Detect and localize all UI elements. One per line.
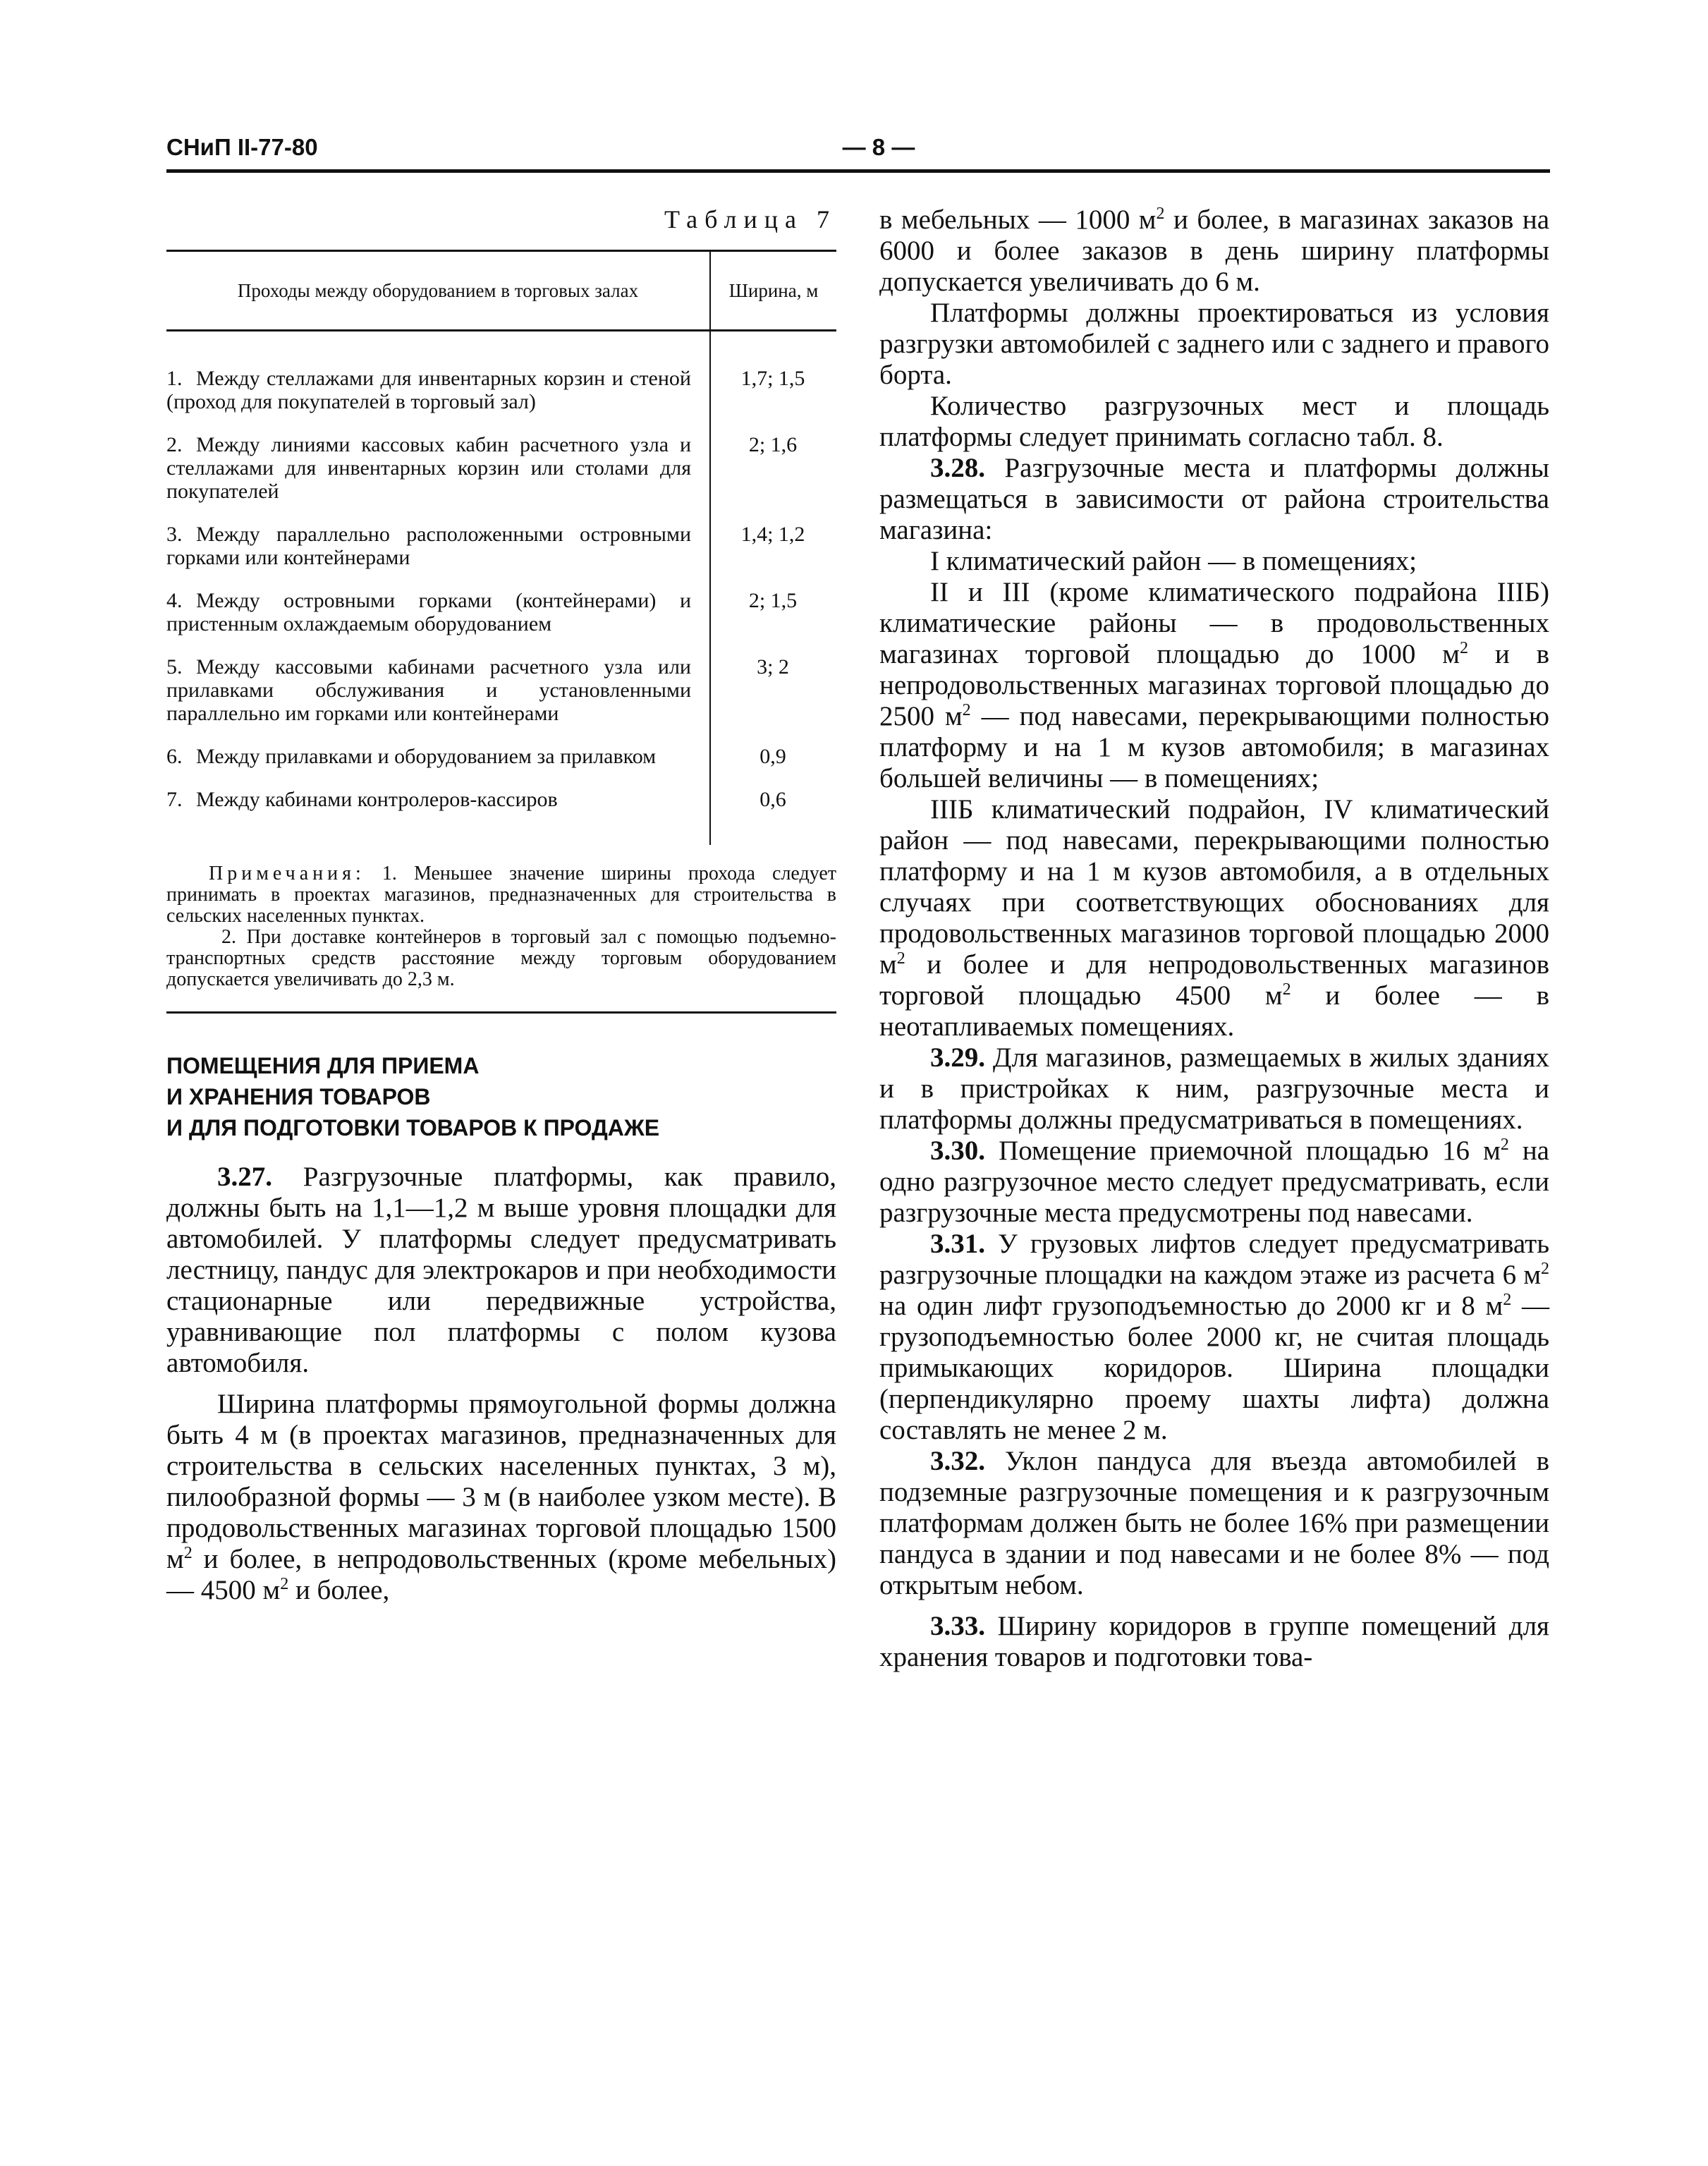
table-caption: Таблица 7 [664, 205, 836, 233]
clause-number: 3.28. [930, 453, 985, 483]
table-header-width: Ширина, м [709, 252, 836, 329]
row-width: 3; 2 [757, 655, 789, 679]
table-row [166, 635, 836, 725]
paragraph-platform-width: Ширина платформы прямоугольной формы должна быть 4 м (в проектах магазинов, предназначенных для строительства в сельских населенных пунктах, 3 м), пилообразной формы — 3 м (в наиболее узком месте). В продовольственных магазинах торговой площадью 1500 $м^2$ и более, в непродовольственных (кроме мебельных) — 4500 $м^2$ и более, [166, 1389, 836, 1605]
note-2: 2. При доставке контейнеров в торговый зал с помощью подъемно-транспортных средств расстояние между торговым оборудованием допускается увеличивать до 2,3 м. [166, 926, 836, 990]
clause-3-29: 3.29. Для магазинов, размещаемых в жилых зданиях и в пристройках к ним, разгрузочные места и платформы должны предусматриваться в помещениях. [879, 1042, 1549, 1135]
clause-number: 3.31. [930, 1229, 985, 1259]
table-body [166, 331, 836, 845]
right-column [879, 205, 1549, 1673]
row-text: Между линиями кассовых кабин расчетного узла и стеллажами для инвентарных корзин или столами для покупателей [166, 433, 691, 503]
notes-rule [166, 1011, 836, 1014]
clause-3-32: 3.32. Уклон пандуса для въезда автомобилей в подземные разгрузочные помещения и к разгрузочным платформам должен быть не более 16% при размещении пандуса в здании и под навесами и не более 8% — под открытым небом. [879, 1446, 1549, 1600]
row-width: 1,4; 1,2 [740, 523, 805, 546]
clause-3-28: 3.28. Разгрузочные места и платформы должны размещаться в зависимости от района строительства магазина: [879, 453, 1550, 545]
row-width: 2; 1,6 [748, 433, 798, 456]
clause-3-31: 3.31. У грузовых лифтов следует предусматривать разгрузочные площадки на каждом этаже из расчета 6 $м^2$ на один лифт грузоподъемностью до 2000 кг и 8 $м^2$ — грузоподъемностью более 2000 кг, не считая площадь примыкающих коридоров. Ширина площадки (перпендикулярно проему шахты лифта) должна составлять не менее 2 м. [879, 1229, 1550, 1445]
clause-number: 3.33. [930, 1611, 985, 1641]
row-number: 3. [166, 523, 183, 546]
paragraph-region-3: IIIБ климатический подрайон, IV климатический район — под навесами, перекрывающими полностью платформу и на 1 м кузов автомобиля, а в отдельных случаях при соответствующих обоснованиях для продовольственных магазинов торговой площадью 2000 $м^2$ и более и для непродовольственных магазинов торговой площадью 4500 $м^2$ и более — в неотапливаемых помещениях. [879, 794, 1549, 1042]
row-width: 1,7; 1,5 [740, 367, 805, 390]
table-row [166, 331, 836, 413]
row-text: Между кабинами контролеров-кассиров [196, 788, 558, 811]
row-width: 0,9 [760, 745, 786, 768]
table-row [166, 569, 836, 635]
row-text: Между прилавками и оборудованием за прилавком [196, 745, 657, 768]
document-code: СНиП II-77-80 [166, 134, 318, 160]
row-width: 0,6 [760, 788, 786, 811]
table-row [166, 768, 836, 845]
section-title: ПОМЕЩЕНИЯ ДЛЯ ПРИЕМА И ХРАНЕНИЯ ТОВАРОВ И ДЛЯ ПОДГОТОВКИ ТОВАРОВ К ПРОДАЖЕ [166, 1053, 660, 1140]
clause-number: 3.32. [930, 1446, 985, 1476]
row-text: Между кассовыми кабинами расчетного узла или прилавками обслуживания и установленными параллельно им горками или контейнерами [166, 655, 691, 725]
table-row [166, 503, 836, 569]
paragraph-continued: в мебельных — 1000 $м^2$ и более, в магазинах заказов на 6000 и более заказов в день ширину платформы допускается увеличивать до 6 м. [879, 205, 1550, 297]
table-row [166, 725, 836, 768]
row-text: Между параллельно расположенными островными горками или контейнерами [166, 523, 691, 569]
row-number: 1. [166, 367, 183, 390]
row-number: 6. [166, 745, 183, 768]
paragraph-quantity: Количество разгрузочных мест и площадь платформы следует принимать согласно табл. 8. [879, 391, 1549, 452]
clause-number: 3.27. [217, 1162, 272, 1192]
clause-3-33: 3.33. Ширину коридоров в группе помещений для хранения товаров и подготовки това- [879, 1611, 1549, 1672]
clause-3-27: 3.27. Разгрузочные платформы, как правило, должны быть на 1,1—1,2 м выше уровня площадки для автомобилей. У платформы следует предусматривать лестницу, пандус для электрокаров и при необходимости стационарные или передвижные устройства, уравнивающие пол платформы с полом кузова автомобиля. [166, 1162, 837, 1378]
row-text: Между стеллажами для инвентарных корзин и стеной (проход для покупателей в торговый зал) [166, 367, 691, 413]
row-number: 2. [166, 433, 183, 456]
header-rule [166, 169, 1550, 173]
row-text: Между островными горками (контейнерами) и пристенным охлаждаемым оборудованием [166, 589, 691, 635]
row-number: 5. [166, 655, 183, 679]
clause-number: 3.29. [930, 1042, 985, 1073]
table-row [166, 413, 836, 503]
note-1: 1. Меньшее значение ширины прохода следует принимать в проектах магазинов, предназначенных для строительства в сельских населенных пунктах. [166, 863, 837, 927]
paragraph-platforms: Платформы должны проектироваться из условия разгрузки автомобилей с заднего или с заднего и правого борта. [879, 298, 1549, 390]
row-number: 7. [166, 788, 183, 811]
row-width: 2; 1,5 [748, 589, 798, 612]
paragraph-region-2: II и III (кроме климатического подрайона IIIБ) климатические районы — в продовольственных магазинах торговой площадью до 1000 $м^2$ и в непродовольственных магазинах торговой площадью до 2500 $м^2$ — под навесами, перекрывающими полностью платформу и на 1 м кузов автомобиля; в магазинах большей величины — в помещениях; [879, 577, 1550, 793]
table-header-passages: Проходы между оборудованием в торговых залах [237, 280, 639, 301]
table-notes [166, 863, 836, 990]
row-number: 4. [166, 589, 183, 612]
notes-label: Примечания: [209, 863, 365, 884]
clause-number: 3.30. [930, 1136, 985, 1166]
clause-3-30: 3.30. Помещение приемочной площадью 16 $м^2$ на одно разгрузочное место следует предусматривать, если разгрузочные места предусмотрены под навесами. [879, 1136, 1549, 1228]
page-number: — 8 — [842, 134, 915, 160]
table-header [166, 252, 836, 331]
page-header [166, 134, 1550, 162]
left-column [166, 205, 836, 1606]
paragraph-region-1: I климатический район — в помещениях; [930, 546, 1417, 576]
